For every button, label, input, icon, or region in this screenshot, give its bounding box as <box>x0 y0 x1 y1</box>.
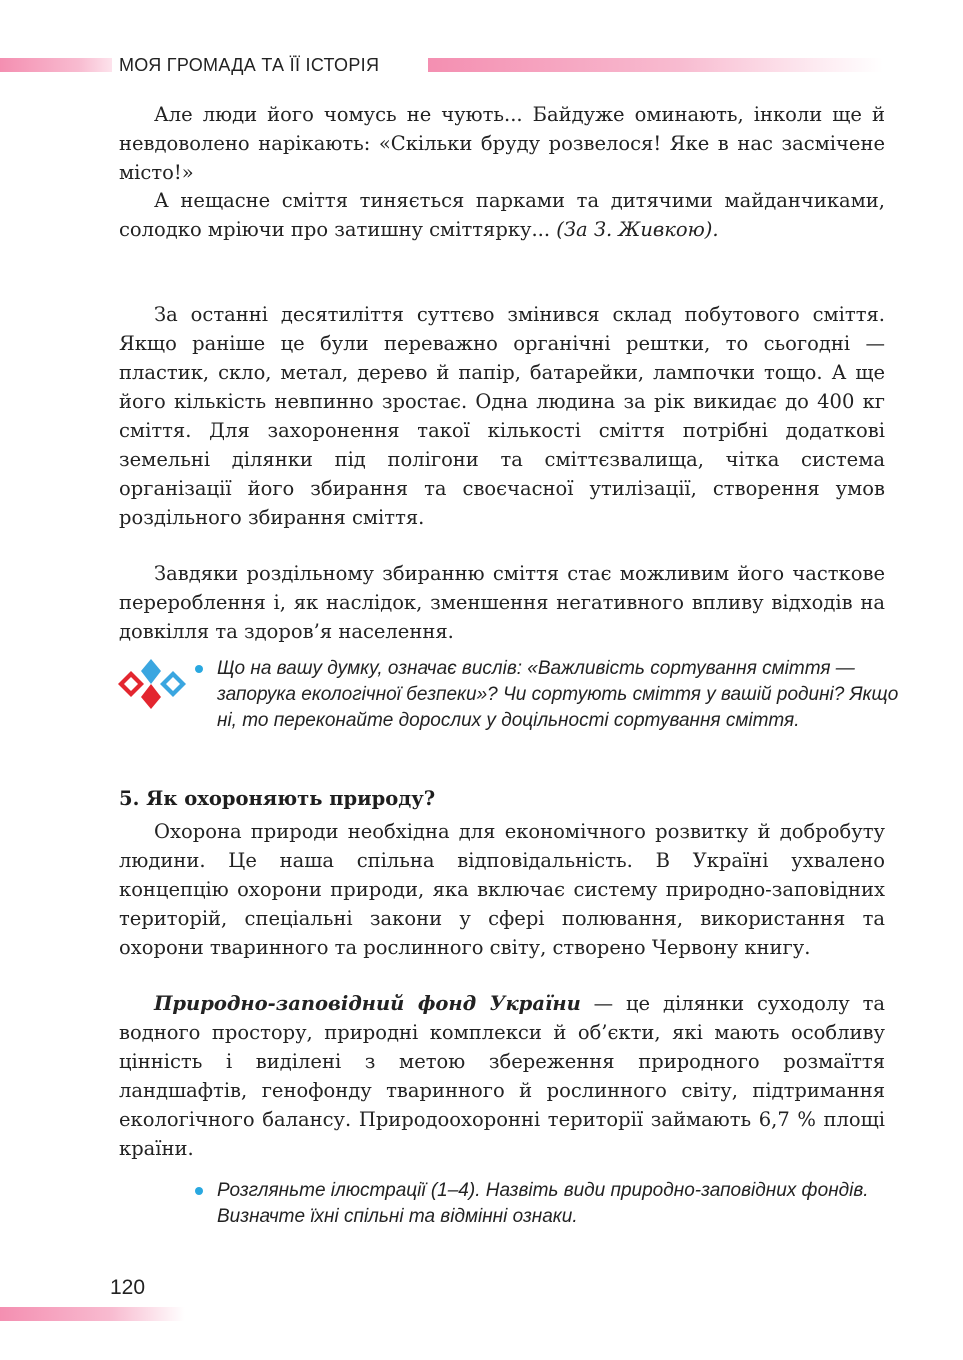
header-decor-left <box>0 58 112 72</box>
paragraph-1: Але люди його чомусь не чують... Байдуже оминають, інколи ще й невдоволено нарікають: «Скільки бруду розвелося! Яке в нас засмічене місто!» <box>119 103 885 184</box>
task-question-1-text: Що на вашу думку, означає вислів: «Важливість сортування сміття — запорука екологічної безпеки»? Чи сортують сміття у вашій родині? Якщо ні, то переконайте дорослих у доцільності сортування сміття. <box>217 658 899 731</box>
task-question-2 <box>195 1178 907 1230</box>
paragraph-5: Охорона природи необхідна для економічного розвитку й добробуту людини. Це наша спільна відповідальність. В Україні ухвалено концепцію охорони природи, яка включає систему природно-заповідних територій, спеціальні закони у сфері полювання, використання та охорони тваринного та рослинного світу, створено Червону книгу. <box>119 820 885 959</box>
term-nature-reserve-fund: Природно-заповідний фонд України <box>154 992 581 1015</box>
paragraph-2-source: (За З. Живкою). <box>556 218 719 241</box>
section-heading: 5. Як охороняють природу? <box>119 787 436 810</box>
paragraph-6 <box>119 989 885 1163</box>
paragraph-2-text: А нещасне сміття тиняється парками та дитячими майданчиками, солодко мріючи про затишну сміттярку... <box>119 189 885 241</box>
paragraph-3: За останні десятиліття суттєво змінився склад побутового сміття. Якщо раніше це були переважно органічні рештки, то сьогодні — пластик, скло, метал, дерево й папір, батарейки, лампочки тощо. А ще його кількість невпинно зростає. Одна людина за рік викидає до 400 кг сміття. Для захоронення такої кількості сміття потрібні додаткові земельні ділянки під полігони та сміттєзвалища, чітка система організації його збирання та своєчасної утилізації, створення умов роздільного збирання сміття. <box>119 303 885 529</box>
paragraph-4: Завдяки роздільному збиранню сміття стає можливим його часткове перероблення і, як наслідок, зменшення негативного впливу відходів на довкілля та здоров’я населення. <box>119 562 885 643</box>
task-question-2-text: Розгляньте ілюстрації (1–4). Назвіть види природно-заповідних фондів. Визначте їхні спільні та відмінні ознаки. <box>217 1180 869 1227</box>
bullet-icon <box>195 1187 203 1195</box>
diamond-task-icon <box>117 657 189 709</box>
page-number: 120 <box>110 1276 146 1299</box>
bullet-icon <box>195 665 203 673</box>
paragraph-2 <box>119 186 885 244</box>
header-decor-right <box>428 58 883 72</box>
running-header: МОЯ ГРОМАДА ТА ЇЇ ІСТОРІЯ <box>119 55 380 75</box>
task-question-1 <box>195 656 907 734</box>
footer-decor <box>0 1307 185 1321</box>
paragraph-6-text: — це ділянки суходолу та водного простору, природні комплекси й об’єкти, які мають особливу цінність і виділені з метою збереження природного розмаїття ландшафтів, генофонду тваринного й рослинного світу, підтримання екологічного балансу. Природоохоронні території займають 6,7 % площі країни. <box>119 992 885 1160</box>
